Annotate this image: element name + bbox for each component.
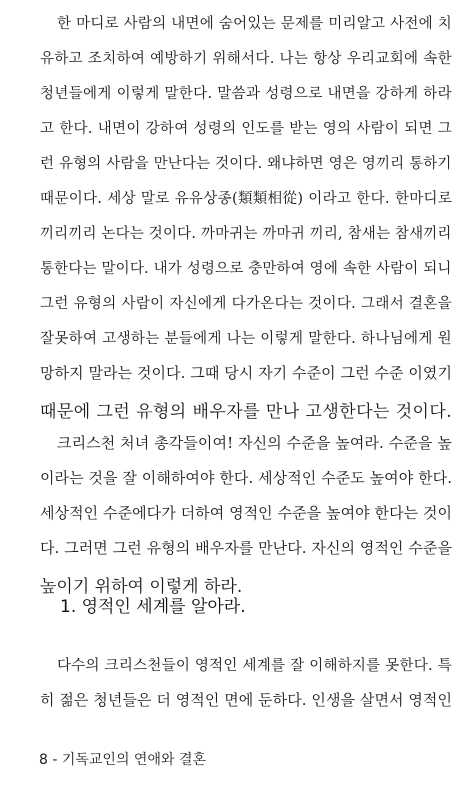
text-line: 세상적인 수준에다가 더하여 영적인 수준을 높여야 한다는 것이 xyxy=(40,504,453,522)
text-line: 유하고 조치하여 예방하기 위해서다. 나는 항상 우리교회에 속한 xyxy=(40,51,452,67)
text-line: 히 젊은 청년들은 더 영적인 면에 둔하다. 인생을 살면서 영적인 xyxy=(40,691,453,709)
text-line: 고 한다. 내면이 강하여 성령의 인도를 받는 영의 사람이 되면 그 xyxy=(40,121,453,137)
text-line: 잘못하여 고생하는 분들에게 나는 이렇게 말한다. 하나님에게 원 xyxy=(40,331,452,347)
text-line: 청년들에게 이렇게 말한다. 말씀과 성령으로 내면을 강하게 하라 xyxy=(40,86,452,102)
section-heading: 1. 영적인 세계를 알아라. xyxy=(60,597,246,617)
text-line: 망하지 말라는 것이다. 그때 당시 자기 수준이 그런 수준 이였기 xyxy=(40,364,453,382)
text-line: 런 유형의 사람을 만난다는 것이다. 왜냐하면 영은 영끼리 통하기 xyxy=(40,156,452,172)
text-line: 때문에 그런 유형의 배우자를 만나 고생한다는 것이다. xyxy=(40,402,453,422)
text-line: 이라는 것을 잘 이해하여야 한다. 세상적인 수준도 높여야 한다. xyxy=(40,469,453,487)
text-line: 통한다는 말이다. 내가 성령으로 충만하여 영에 속한 사람이 되니 xyxy=(40,261,452,277)
text-line: 그런 유형의 사람이 자신에게 다가온다는 것이다. 그래서 결혼을 xyxy=(40,296,452,312)
text-line: 때문이다. 세상 말로 유유상종(類類相從) 이라고 한다. 한마디로 xyxy=(40,191,453,207)
text-line: 높이기 위하여 이렇게 하라. xyxy=(40,577,243,597)
text-line: 크리스천 처녀 총각들이여! 자신의 수준을 높여라. 수준을 높 xyxy=(57,434,452,452)
text-line: 끼리끼리 논다는 것이다. 까마귀는 까마귀 끼리, 참새는 참새끼리 xyxy=(40,226,452,242)
page-footer: 8 - 기독교인의 연애와 결혼 xyxy=(39,752,206,768)
text-line: 다수의 크리스천들이 영적인 세계를 잘 이해하지를 못한다. 특 xyxy=(57,658,452,674)
text-line: 한 마디로 사람의 내면에 숨어있는 문제를 미리알고 사전에 치 xyxy=(57,16,452,32)
text-line: 다. 그러면 그런 유형의 배우자를 만난다. 자신의 영적인 수준을 xyxy=(40,539,453,557)
